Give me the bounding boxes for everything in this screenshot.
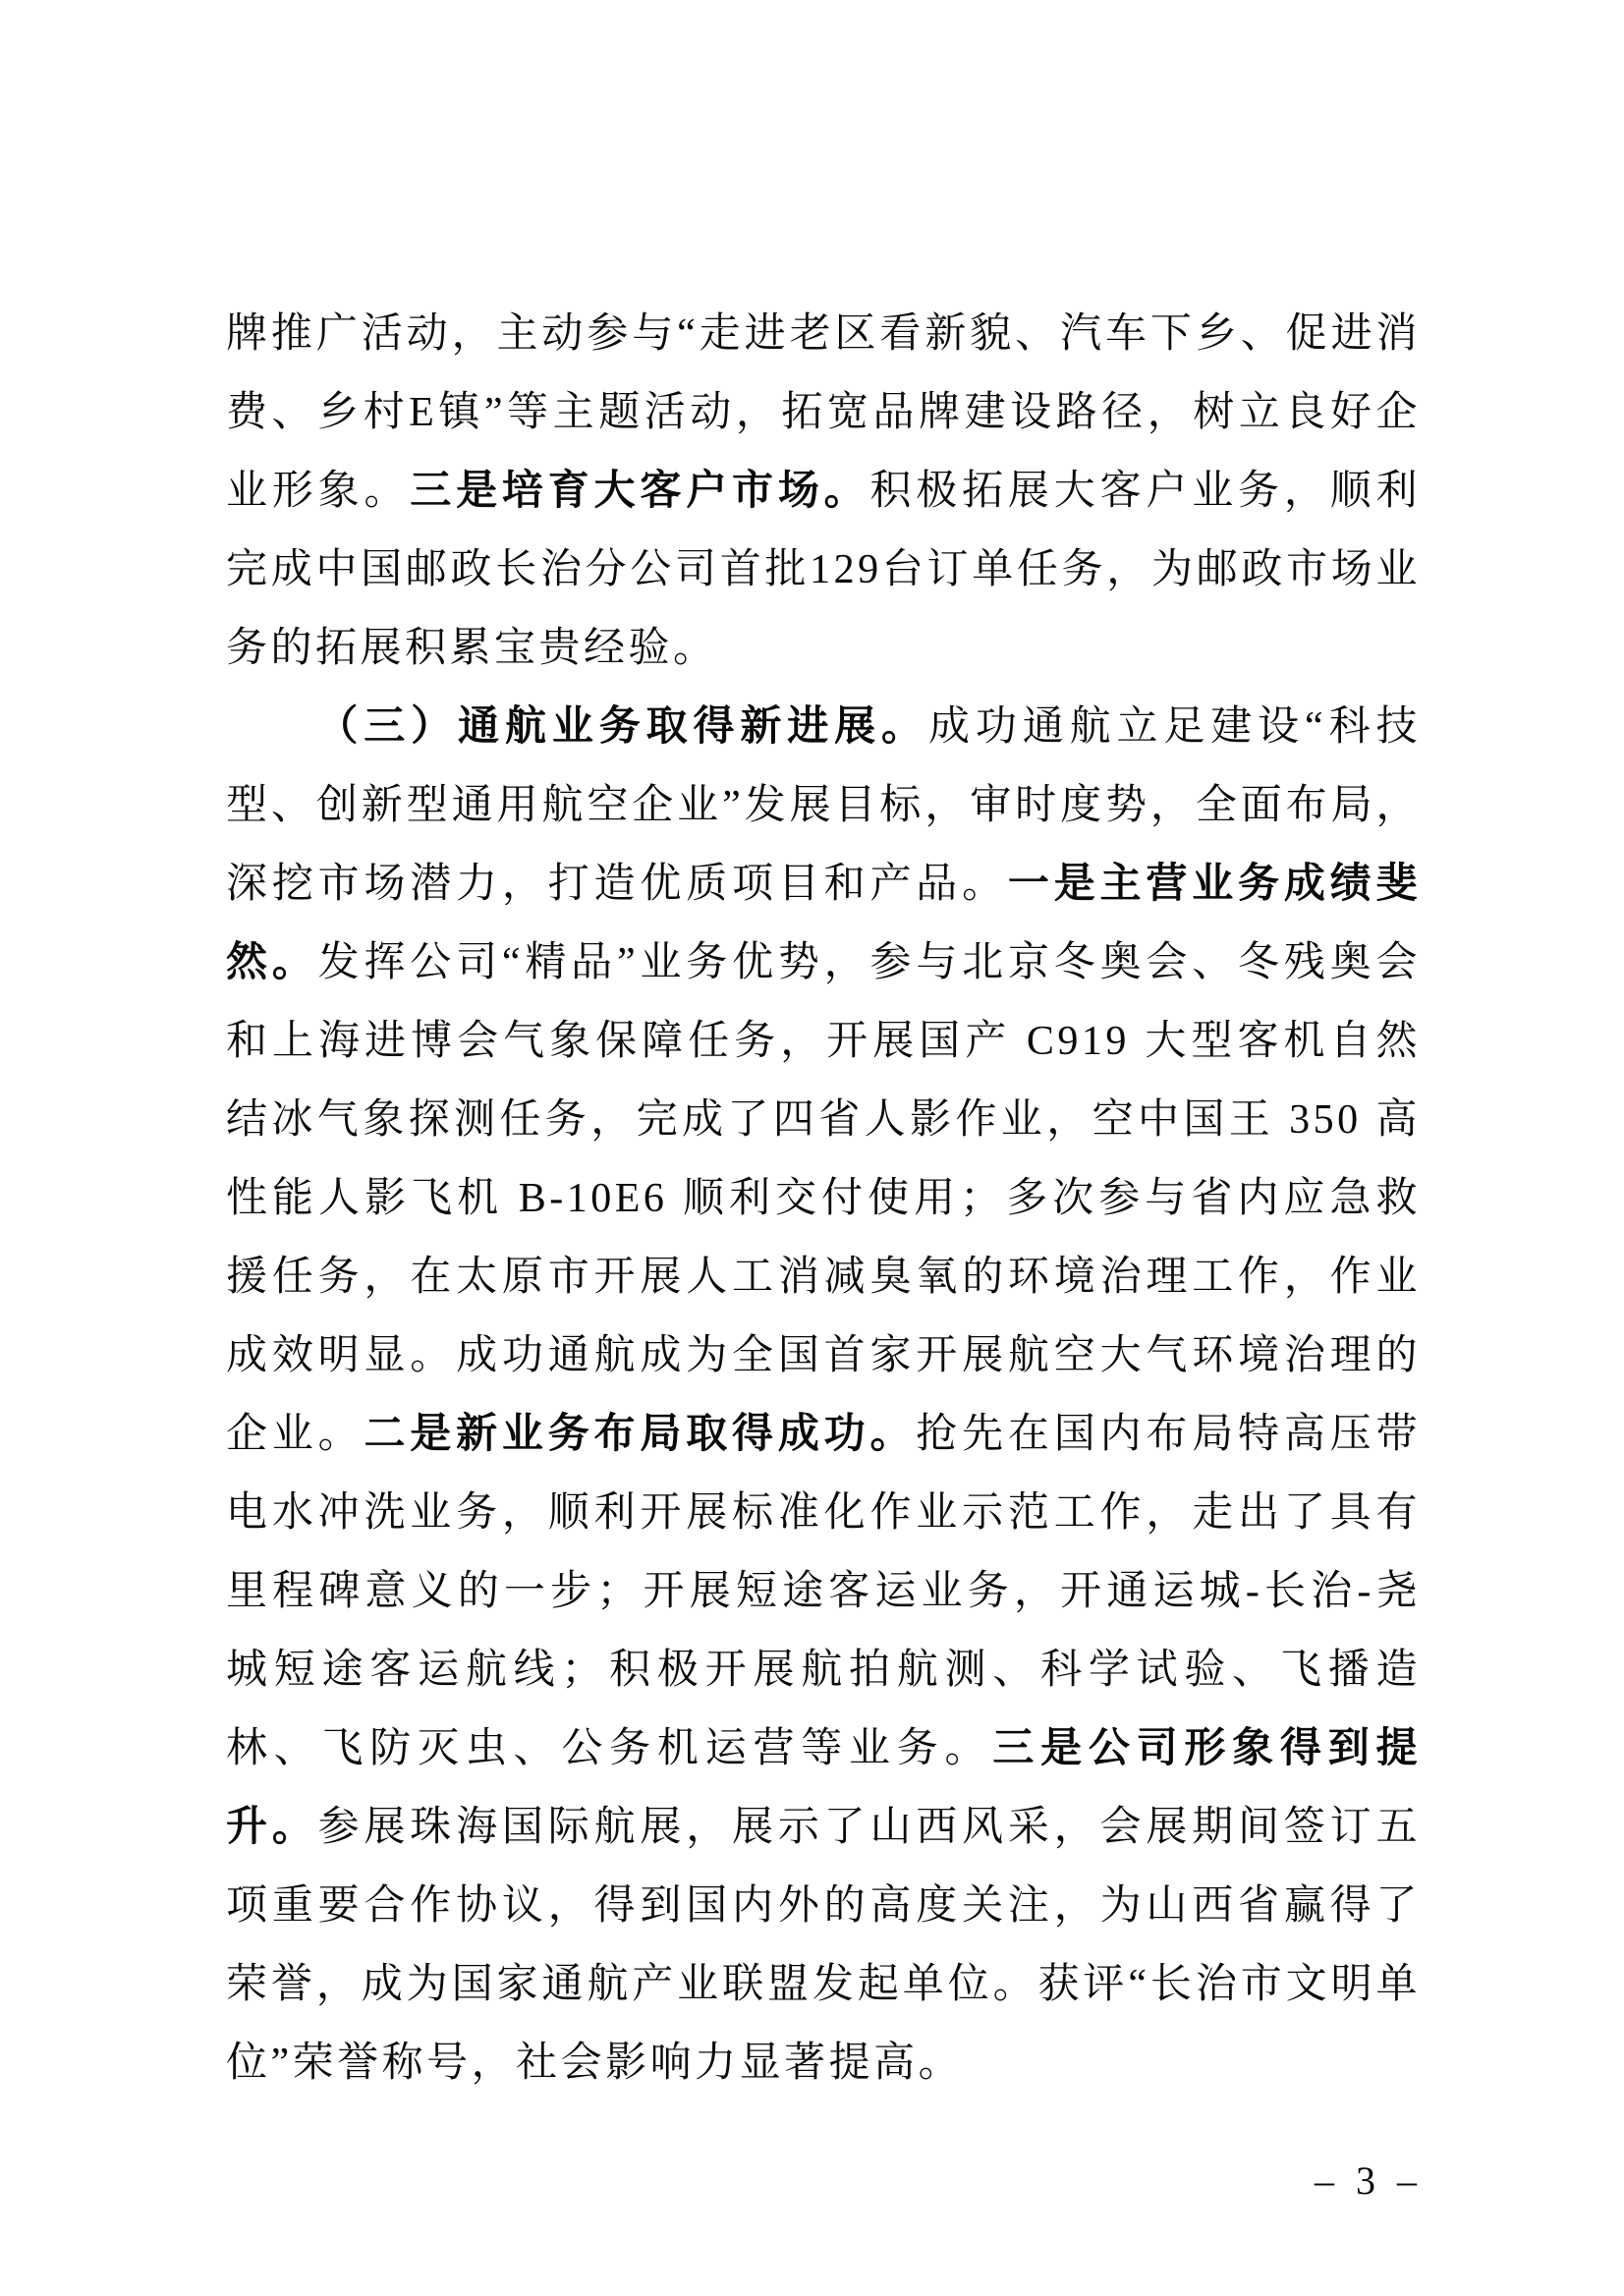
paragraph-continuation: [226, 295, 1421, 688]
body-text-run: 发挥公司“精品”业务优势，参与北京冬奥会、冬残奥会和上海进博会气象保障任务，开展国产 C919 大型客机自然结冰气象探测任务，完成了四省人影作业，空中国王 350 高性能人影飞机 B-10E6 顺利交付使用；多次参与省内应急救援任务，在太原市开展人工消减臭氧的环境治理工作，作业成效明显。成功通航成为全国首家开展航空大气环境治理的企业。: [226, 940, 1421, 1457]
body-text-run: 参展珠海国际航展，展示了山西风采，会展期间签订五项重要合作协议，得到国内外的高度关注，为山西省赢得了荣誉，成为国家通航产业联盟发起单位。获评“长治市文明单位”荣誉称号，社会影响力显著提高。: [226, 1805, 1421, 2086]
body-text-run: 牌推广活动，主动参与“走进老区看新貌、汽车下乡、促进消费、乡村E镇”等主题活动，拓宽品牌建设路径，树立良好企业形象。: [226, 311, 1421, 514]
bold-heading-run: 三是公司形象得到提升。: [226, 1726, 1421, 1850]
body-text-run: 抢先在国内布局特高压带电水冲洗业务，顺利开展标准化作业示范工作，走出了具有里程碑意义的一步；开展短途客运业务，开通运城-长治-尧城短途客运航线；积极开展航拍航测、科学试验、飞播造林、飞防灭虫、公务机运营等业务。: [226, 1412, 1421, 1771]
bold-heading-run: 二是新业务布局取得成功。: [364, 1412, 917, 1457]
document-body: [226, 295, 1421, 2102]
bold-heading-run: 三是培育大客户市场。: [410, 469, 870, 514]
body-text-run: 成功通航立足建设“科技型、创新型通用航空企业”发展目标，审时度势，全面布局，深挖市场潜力，打造优质项目和产品。: [226, 704, 1421, 907]
body-text-run: 积极拓展大客户业务，顺利完成中国邮政长治分公司首批129台订单任务，为邮政市场业务的拓展积累宝贵经验。: [226, 469, 1421, 671]
page-number: – 3 –: [1315, 2158, 1423, 2203]
section-heading-run: （三）通航业务取得新进展。: [316, 704, 928, 750]
bold-heading-run: 一是主营业务成绩斐然。: [226, 862, 1421, 985]
paragraph-section-3: [226, 688, 1421, 2102]
